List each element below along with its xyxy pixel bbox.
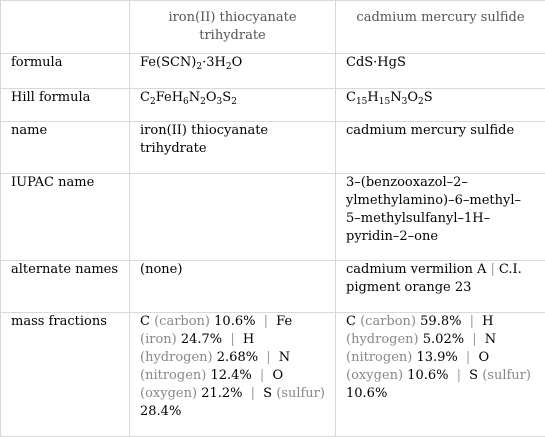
formula-text: CdS·HgS (346, 55, 406, 70)
element-symbol: O (478, 350, 489, 365)
mass-fractions-value-2 (336, 313, 545, 437)
element-name: (carbon) (360, 314, 416, 329)
formula-subscript: 3 (217, 97, 223, 107)
separator: | (226, 332, 238, 347)
element-name: (sulfur) (276, 386, 325, 401)
alternate-names-value-2 (336, 261, 545, 313)
row-label-name: name (1, 122, 130, 174)
formula-value-2 (336, 54, 545, 89)
row-label-iupac-name: IUPAC name (1, 174, 130, 261)
hill-formula-value-2 (336, 89, 545, 122)
element-symbol: S (469, 368, 478, 383)
element-name: (nitrogen) (140, 368, 206, 383)
row-formula (1, 54, 545, 89)
row-label-mass-fractions: mass fractions (1, 313, 130, 437)
alternate-names-value-1: (none) (130, 261, 336, 313)
element-symbol: S (263, 386, 272, 401)
formula-text: N (390, 90, 401, 105)
formula-subscript: 2 (200, 97, 206, 107)
formula-text: H (367, 90, 378, 105)
formula-text: C (140, 90, 150, 105)
fraction-value: 21.2% (201, 386, 242, 401)
fraction-value: 10.6% (346, 386, 387, 401)
element-name: (iron) (140, 332, 177, 347)
fraction-value: 2.68% (217, 350, 258, 365)
row-label-alternate-names: alternate names (1, 261, 130, 313)
fraction-value: 10.6% (214, 314, 255, 329)
mass-fraction-item (140, 314, 255, 329)
iupac-value-2: 3–(benzooxazol–2–ylmethylamino)–6–methyl–5–methylsulfanyl–1H–pyridin–2–one (336, 174, 545, 261)
element-symbol: H (243, 332, 254, 347)
row-name (1, 122, 545, 174)
separator: | (466, 314, 478, 329)
formula-text: S (424, 90, 433, 105)
alternate-name: cadmium vermilion A (346, 262, 486, 277)
separator: | (247, 386, 259, 401)
fraction-value: 10.6% (407, 368, 448, 383)
separator: | (262, 350, 274, 365)
formula-subscript: 2 (231, 97, 237, 107)
formula-text: O (206, 90, 217, 105)
formula-text: Fe(SCN) (140, 55, 196, 70)
name-value-2: cadmium mercury sulfide (336, 122, 545, 174)
element-symbol: N (279, 350, 290, 365)
row-label-formula: formula (1, 54, 130, 89)
formula-value-1 (130, 54, 336, 89)
mass-fractions-value-1 (130, 313, 336, 437)
element-symbol: N (485, 332, 496, 347)
separator: | (453, 368, 465, 383)
separator: | (260, 314, 272, 329)
column-header-1: iron(II) thiocyanate trihydrate (130, 1, 336, 54)
element-name: (carbon) (154, 314, 210, 329)
fraction-value: 59.8% (420, 314, 461, 329)
formula-text: C (346, 90, 356, 105)
element-name: (hydrogen) (346, 332, 419, 347)
element-symbol: C (346, 314, 356, 329)
fraction-value: 24.7% (181, 332, 222, 347)
fraction-value: 12.4% (210, 368, 251, 383)
corner-cell (1, 1, 130, 54)
fraction-value: 13.9% (416, 350, 457, 365)
separator: | (462, 350, 474, 365)
element-name: (nitrogen) (346, 350, 412, 365)
element-symbol: C (140, 314, 150, 329)
element-name: (oxygen) (140, 386, 197, 401)
formula-text: O (407, 90, 418, 105)
row-mass-fractions (1, 313, 545, 437)
formula-text: ·3H (202, 55, 226, 70)
row-alternate-names (1, 261, 545, 313)
column-header-2: cadmium mercury sulfide (336, 1, 545, 54)
row-label-hill-formula: Hill formula (1, 89, 130, 122)
formula-subscript: 2 (150, 97, 156, 107)
element-symbol: Fe (276, 314, 292, 329)
element-name: (oxygen) (346, 368, 403, 383)
row-iupac-name (1, 174, 545, 261)
formula-text: S (222, 90, 231, 105)
formula-subscript: 6 (183, 97, 189, 107)
separator: | (256, 368, 268, 383)
formula-text: FeH (156, 90, 183, 105)
element-name: (sulfur) (482, 368, 531, 383)
formula-text: O (232, 55, 243, 70)
element-name: (hydrogen) (140, 350, 213, 365)
hill-formula-value-1 (130, 89, 336, 122)
formula-subscript: 2 (418, 97, 424, 107)
separator: | (468, 332, 480, 347)
fraction-value: 5.02% (423, 332, 464, 347)
formula-subscript: 15 (356, 97, 367, 107)
fraction-value: 28.4% (140, 404, 181, 419)
formula-subscript: 2 (226, 62, 232, 72)
iupac-value-1 (130, 174, 336, 261)
element-symbol: H (482, 314, 493, 329)
alternate-name: C.I. pigment orange 23 (346, 262, 522, 295)
formula-subscript: 15 (379, 97, 390, 107)
row-hill-formula (1, 89, 545, 122)
formula-text: N (189, 90, 200, 105)
mass-fraction-item (346, 314, 461, 329)
formula-subscript: 3 (402, 97, 408, 107)
name-value-1: iron(II) thiocyanate trihydrate (130, 122, 336, 174)
separator: | (486, 262, 498, 277)
formula-subscript: 2 (196, 62, 202, 72)
header-row (1, 1, 545, 54)
element-symbol: O (272, 368, 283, 383)
